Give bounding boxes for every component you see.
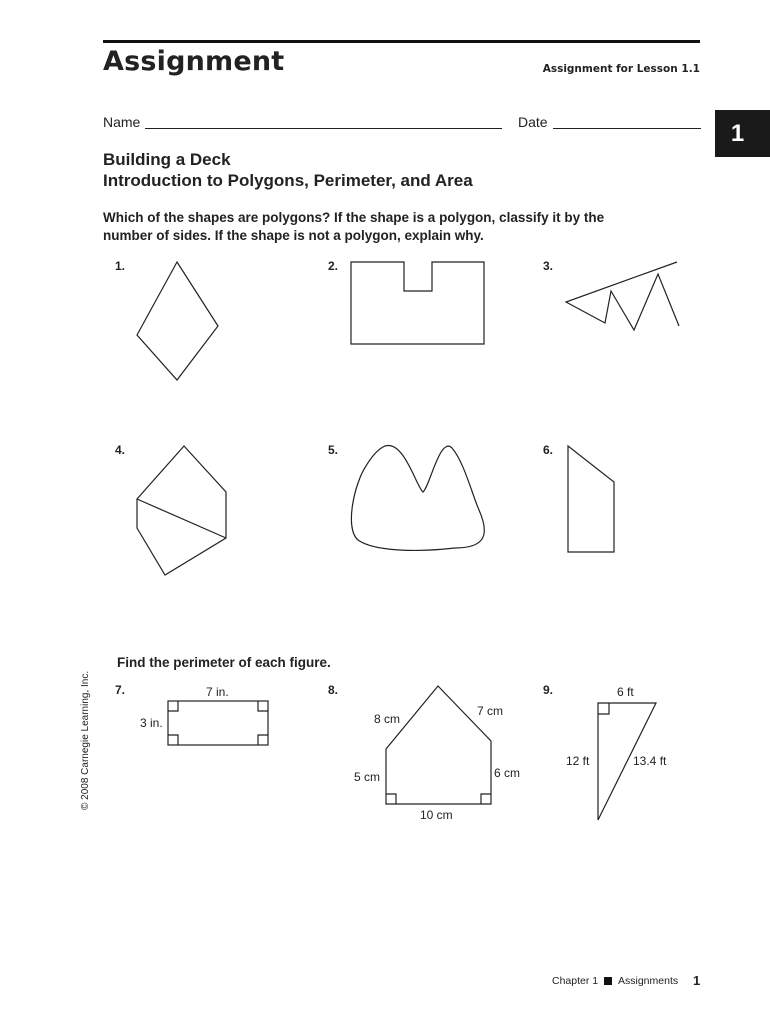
problem-number-7: 7. <box>115 683 126 697</box>
fig7-label-top: 7 in. <box>206 685 229 699</box>
fig8-label-upper-left: 8 cm <box>374 712 401 726</box>
problem-number-6: 6. <box>543 443 554 457</box>
footer-chapter: Chapter 1 <box>552 975 599 987</box>
fig8-label-bottom: 10 cm <box>420 808 453 822</box>
figure-8-pentagon <box>386 686 491 804</box>
fig9-label-left: 12 ft <box>566 754 590 768</box>
problem-number-2: 2. <box>328 259 339 273</box>
name-label: Name <box>103 114 141 130</box>
fig9-label-hypotenuse: 13.4 ft <box>633 754 667 768</box>
fig9-label-top: 6 ft <box>617 685 634 699</box>
page-number: 1 <box>693 973 701 988</box>
problem-number-3: 3. <box>543 259 554 273</box>
problem-number-1: 1. <box>115 259 126 273</box>
instructions-line-1: Which of the shapes are polygons? If the shape is a polygon, classify it by the <box>103 210 605 225</box>
figure-7-right-angle-bl <box>168 735 178 745</box>
fig8-label-left: 5 cm <box>354 770 381 784</box>
figure-8-right-angle-bl <box>386 794 396 804</box>
problem-number-5: 5. <box>328 443 339 457</box>
figure-9-right-angle <box>598 703 609 714</box>
lesson-label: Assignment for Lesson 1.1 <box>542 63 700 75</box>
figure-7-right-angle-tl <box>168 701 178 711</box>
figure-8-right-angle-br <box>481 794 491 804</box>
date-label: Date <box>518 114 548 130</box>
footer-section: Assignments <box>618 975 679 987</box>
page-title: Assignment <box>103 46 285 77</box>
square-bullet-icon <box>604 977 612 985</box>
figure-7-rectangle <box>168 701 268 745</box>
instructions-line-2: number of sides. If the shape is not a polygon, explain why. <box>103 228 484 243</box>
copyright-notice: © 2008 Carnegie Learning, Inc. <box>80 670 91 810</box>
figure-7-right-angle-tr <box>258 701 268 711</box>
section-title-1: Building a Deck <box>103 150 231 169</box>
chapter-tab: 1 <box>715 110 770 157</box>
problem-number-4: 4. <box>115 443 126 457</box>
problem-number-9: 9. <box>543 683 554 697</box>
figure-7-right-angle-br <box>258 735 268 745</box>
fig8-label-right: 6 cm <box>494 766 521 780</box>
fig7-label-left: 3 in. <box>140 716 163 730</box>
instructions-perimeter: Find the perimeter of each figure. <box>117 655 331 670</box>
section-title-2: Introduction to Polygons, Perimeter, and Area <box>103 171 473 190</box>
fig8-label-upper-right: 7 cm <box>477 704 504 718</box>
problem-number-8: 8. <box>328 683 339 697</box>
